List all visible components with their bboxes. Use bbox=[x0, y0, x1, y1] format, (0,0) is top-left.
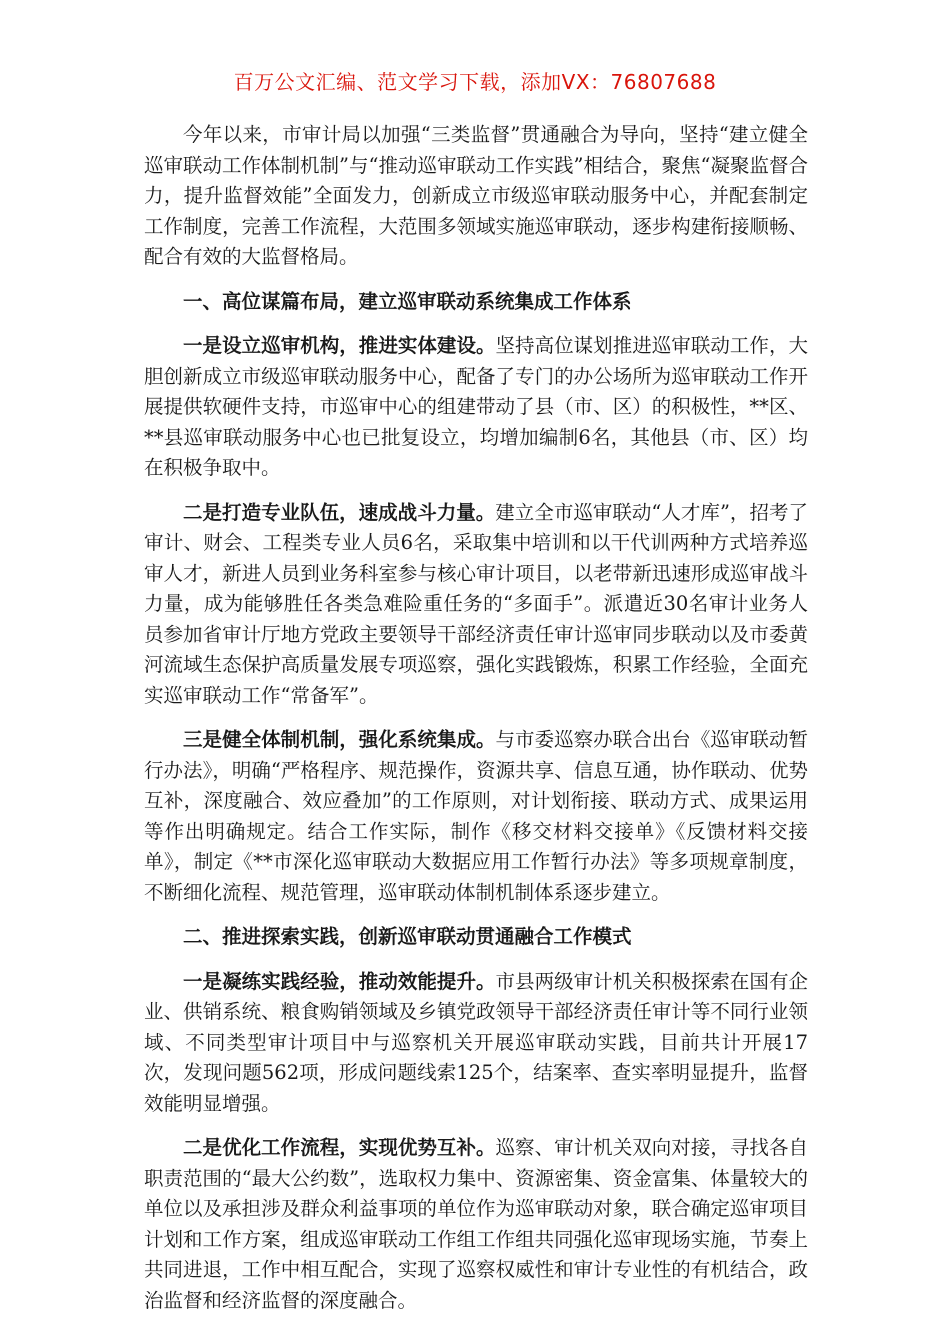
paragraph-lead: 二是优化工作流程，实现优势互补。 bbox=[183, 1136, 496, 1159]
paragraph-lead: 二是打造专业队伍，速成战斗力量。 bbox=[183, 500, 496, 524]
watermark-banner: 百万公文汇编、范文学习下载，添加VX：76807688 bbox=[233, 70, 717, 94]
section-1-heading: 一、高位谋篇布局，建立巡审联动系统集成工作体系 bbox=[183, 289, 632, 313]
paragraph-body: 建立全市巡审联动“人才库”，招考了审计、财会、工程类专业人员6名，采取集中培训和以干代训两种方式培养巡审人才，新进人员到业务科室参与核心审计项目，以老带新迅速形成巡审战斗力量，成为能够胜任各类急难险重任务的“多面手”。派遣近30名审计业务人员参加省审计厅地方党政主要领导干部经济责任审计巡审同步联动以及市委黄河流域生态保护高质量发展专项巡察，强化实践锻炼，积累工作经验，全面充实巡审联动工作“常备军”。 bbox=[144, 500, 808, 707]
section-2-paragraph-1 bbox=[144, 967, 808, 1120]
paragraph-body: 与市委巡察办联合出台《巡审联动暂行办法》，明确“严格程序、规范操作，资源共享、信息互通，协作联动、优势互补，深度融合、效应叠加”的工作原则，对计划衔接、联动方式、成果运用等作出明确规定。结合工作实际，制作《移交材料交接单》《反馈材料交接单》，制定《**市深化巡审联动大数据应用工作暂行办法》等多项规章制度，不断细化流程、规范管理，巡审联动体制机制体系逐步建立。 bbox=[144, 728, 808, 904]
section-2-heading: 二、推进探索实践，创新巡审联动贯通融合工作模式 bbox=[183, 925, 632, 948]
paragraph-lead: 三是健全体制机制，强化系统集成。 bbox=[183, 728, 496, 751]
section-1-paragraph-2 bbox=[144, 498, 808, 712]
section-2-paragraph-2 bbox=[144, 1133, 808, 1316]
intro-paragraph: 今年以来，市审计局以加强“三类监督”贯通融合为导向，坚持“建立健全巡审联动工作体制机制”与“推动巡审联动工作实践”相结合，聚焦“凝聚监督合力，提升监督效能”全面发力，创新成立市级巡审联动服务中心，并配套制定工作制度，完善工作流程，大范围多领域实施巡审联动，逐步构建衔接顺畅、配合有效的大监督格局。 bbox=[144, 123, 808, 268]
paragraph-lead: 一是设立巡审机构，推进实体建设。 bbox=[183, 334, 496, 357]
section-1-paragraph-1 bbox=[144, 331, 808, 484]
document-body bbox=[144, 120, 808, 1330]
paragraph-body: 坚持高位谋划推进巡审联动工作，大胆创新成立市级巡审联动服务中心，配备了专门的办公场所为巡审联动工作开展提供软硬件支持，市巡审中心的组建带动了县（市、区）的积极性，**区、**县巡审联动服务中心也已批复设立，均增加编制6名，其他县（市、区）均在积极争取中。 bbox=[144, 334, 808, 479]
paragraph-body: 巡察、审计机关双向对接，寻找各自职责范围的“最大公约数”，选取权力集中、资源密集、资金富集、体量较大的单位以及承担涉及群众利益事项的单位作为巡审联动对象，联合确定巡审项目计划和工作方案，组成巡审联动工作组工作组共同强化巡审现场实施，节奏上共同进退，工作中相互配合，实现了巡察权威性和审计专业性的有机结合，政治监督和经济监督的深度融合。 bbox=[144, 1136, 808, 1312]
paragraph-lead: 一是凝练实践经验，推动效能提升。 bbox=[183, 969, 496, 993]
paragraph-body: 市县两级审计机关积极探索在国有企业、供销系统、粮食购销领域及乡镇党政领导干部经济责任审计等不同行业领域、不同类型审计项目中与巡察机关开展巡审联动实践，目前共计开展17次，发现问题562项，形成问题线索125个，结案率、查实率明显提升，监督效能明显增强。 bbox=[144, 969, 808, 1115]
section-1-paragraph-3 bbox=[144, 725, 808, 908]
